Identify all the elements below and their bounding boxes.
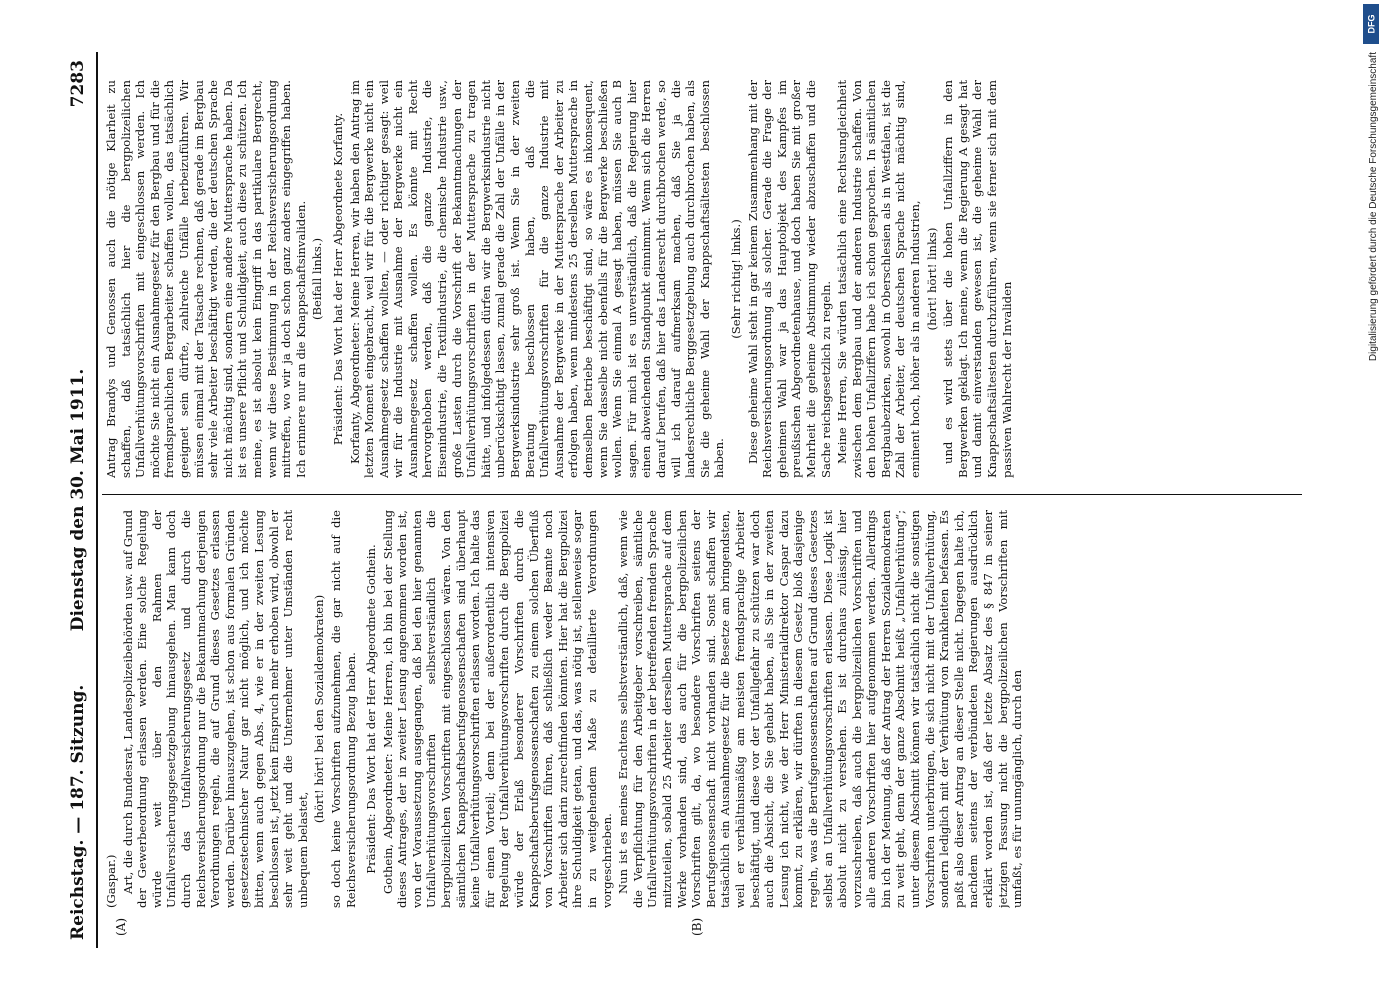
interjection: (Beifall links.): [309, 238, 324, 320]
paragraph: Gothein, Abgeordneter: Meine Herren, ich bin bei der Stellung dieses Antrages, der in zweiter Lesung angenommen worden ist, von der Voraussetzung ausgegangen, daß bei den hier genannten Unfallverhütungsvorschriften selbstverständlich die bergpolizeilichen Vorschriften mit eingeschlossen wären. Von den sämtlichen Knappschaftsberufsgenossenschaften sind überhaupt keine Unfallverhütungsvorschriften erlassen worden. Ich halte das für einen Vorteil; denn bei der außerordentlich intensiven Regelung der Unfallverhütungsvorschriften durch die Bergpolizei würde der Erlaß besonderer Vorschriften durch die Knappschaftsberufsgenossenschaften zu einem solchen Überfluß von Vorschriften führen, daß schließlich weder Beamte noch Arbeiter sich darin zurechtfinden könnten. Hier hat die Bergpolizei ihre Schuldigkeit getan, und das, was nötig ist, stellenweise sogar in zu weitgehendem Maße zu detaillierte Verordnungen vorgeschrieben.: [380, 510, 614, 908]
right-column: [104, 80, 1302, 478]
interjection: (hört! hört! links): [924, 227, 939, 331]
interjection: (Sehr richtig! links.): [728, 219, 743, 339]
paragraph: Nun ist es meines Erachtens selbstverständlich, daß, wenn wie die Verpflichtung für den Arbeitgeber vorschreiben, sämtliche Unfallverhütungsvorschriften in der betreffenden fremden Sprache mitzuteilen, sobald 25 Arbeiter derselben Muttersprache auf dem Werke vorhanden sind, das auch für die bergpolizeilichen Vorschriften gilt, da, wo besondere Vorschriften seitens der Berufsgenossenschaft nicht vorhanden sind. Sonst schaffen wir tatsächlich ein Ausnahmegesetz für die Besetze am bringendsten, weil er verhältnismäßig am meisten fremdsprachige Arbeiter beschäftigt, und diese vor der Unfallgefahr zu schützen war doch auch die Absicht, die Sie gehabt haben, als Sie in der zweiten Lesung ich nicht, wie der Herr Ministerialdirektor Caspar dazu kommt, zu erklären, wir dürften in diesem Gesetz bloß dasjenige regeln, was die Berufsgenossenschaften auf Grund dieses Gesetzes selbst an Unfallverhütungsvorschriften erlassen. Diese Logik ist absolut nicht zu verstehen. Es ist durchaus zulässig, hier vorzuschreiben, daß auch die bergpolizeilichen Vorschriften und alle anderen Vorschriften hier aufgenommen werden. Allerdings bin ich der Meinung, daß der Antrag der Herren Sozialdemokraten zu weit geht, denn der ganze Abschnitt heißt „Unfallverhütung“; unter diesem Abschnitt können wir tatsächlich nicht die sonstigen Vorschriften unterbringen, die sich nicht mit der Unfallverhütung, sondern lediglich mit der Verhütung von Krankheiten befassen. Es paßt also dieser Antrag an dieser Stelle nicht. Dagegen halte ich, nachdem seitens der verbündeten Regierungen ausdrücklich erklärt worden ist, daß der letzte Absatz des § 847 in seiner jetzigen Fassung nicht die bergpolizeilichen Vorschriften mit umfaßt, es für unumgänglich, durch den: [615, 510, 1024, 908]
paragraph: und es wird stets über die hohen Unfallziffern in den Bergwerken geklagt. Ich meine, wenn die Regierung A gesagt hat und damit einverstanden gewesen ist, die geheime Wahl der Knappschaftsältesten durchzuführen, wenn sie ferner sich mit dem passiven Wahlrecht der Invaliden: [940, 80, 1014, 478]
speaker-tag: (Gaspar.): [103, 854, 118, 908]
dfg-logo: DFG: [1363, 4, 1379, 44]
margin-letter-b: (B): [689, 917, 704, 936]
paragraph: so doch keine Vorschriften aufzunehmen, die gar nicht auf die Reichsversicherungsordnung Bezug haben.: [328, 510, 357, 908]
paragraph: Korfanty, Abgeordneter: Meine Herren, wir haben den Antrag im letzten Moment eingebracht, weil wir für die Bergwerke nicht ein Ausnahmegesetz schaffen wollten, — oder richtiger gesagt: weil wir für die Industrie mit Ausnahme der Bergwerke nicht ein Ausnahmegesetz schaffen wollen. Es könnte mit Recht hervorgehoben werden, daß die ganze Industrie, die Eisenindustrie, die Textilindustrie, die chemische Industrie usw., große Lasten durch die Vorschrift der Bekanntmachungen der Unfallverhütungsvorschriften in der Muttersprache zu tragen hätte, und infolgedessen dürfen wir die Bergwerksindustrie nicht unberücksichtigt lassen, zumal gerade die Zahl der Unfälle in der Bergwerksindustrie sehr groß ist. Wenn Sie in der zweiten Beratung beschlossen haben, daß die Unfallverhütungsvorschriften für die ganze Industrie mit Ausnahme der Bergwerke in der Muttersprache der Arbeiter zu erfolgen haben, wenn mindestens 25 derselben Muttersprache in demselben Betriebe beschäftigt sind, so wäre es inkonsequent, wenn Sie dasselbe nicht ebenfalls für die Bergwerke beschließen wollen. Wenn Sie einmal A gesagt haben, müssen Sie auch B sagen. Für mich ist es unverständlich, daß die Regierung hier einen abweichenden Standpunkt einnimmt. Wenn sich die Herren darauf berufen, daß hier das Landesrecht durchbrochen werde, so will ich darauf aufmerksam machen, daß Sie ja die landesrechtliche Berggesetzgebung auch durchbrochen haben, als Sie die geheime Wahl der Knappschaftsältesten beschlossen haben.: [347, 80, 726, 478]
president-statement: Präsident: Das Wort hat der Herr Abgeordnete Korfanty.: [330, 112, 345, 446]
paragraph: Antrag Brandys und Genossen auch die nötige Klarheit zu schaffen, daß tatsächlich hier die bergpolizeilichen Unfallverhütungsvorschriften mit eingeschlossen werden. Ich möchte Sie nicht ein Ausnahmegesetz für den Bergbau und für die fremdsprachlichen Bergarbeiter schaffen wollen, das tatsächlich geeignet sein dürfte, zahlreiche Unfälle herbeizuführen. Wir müssen einmal mit der Tatsache rechnen, daß gerade im Bergbau sehr viele Arbeiter beschäftigt werden, die der deutschen Sprache nicht mächtig sind, sondern eine andere Muttersprache haben. Da ist es unsere Pflicht und Schuldigkeit, auch diese zu schützen. Ich meine, es ist absolut kein Eingriff in das partikulare Bergrecht, wenn wir diese Bestimmung in der Reichsversicherungsordnung mittreffen, wo wir ja doch schon ganz anders eingegriffen haben. Ich erinnere nur an die Knappschaftsinvaliden.: [103, 80, 308, 478]
page-number: 7283: [67, 60, 88, 108]
digitization-note: Digitalisierung gefördert durch die Deutsche Forschungsgemeinschaft: [1368, 52, 1379, 362]
president-statement: Präsident: Das Wort hat der Herr Abgeordnete Gothein.: [363, 544, 378, 874]
header-date: Dienstag den 30. Mai 1911.: [67, 368, 88, 632]
left-column: [104, 510, 1302, 908]
rotated-page: [42, 30, 1342, 970]
page-header: [60, 52, 98, 948]
column-divider: [102, 494, 1302, 495]
paragraph: Meine Herren, Sie würden tatsächlich eine Rechtsungleichheit zwischen dem Bergbau und der anderen Industrie schaffen. Von den hohen Unfallziffern habe ich schon gesprochen. In sämtlichen Bergbaubezirken, sowohl in Oberschlesien als in Westfalen, ist die Zahl der Arbeiter, der deutschen Sprache nicht mächtig sind, eminent hoch, höher als in anderen Industrien,: [834, 80, 922, 478]
paragraph: Art, die durch Bundesrat, Landespolizeibehörden usw. auf Grund der Gewerbeordnung erlassen werden. Eine solche Regelung würde weit über den Rahmen der Unfallversicherungsgesetzgebung hinausgehen. Man kann doch durch das Unfallversicherungsgesetz und durch die Reichsversicherungsordnung nur die Bekanntmachung derjenigen Verordnungen regeln, die auf Grund dieses Gesetzes erlassen werden. Darüber hinauszugehen, ist schon aus formalen Gründen gesetzestechnischer Natur gar nicht möglich, und ich möchte bitten, wenn auch gegen Abs. 4, wie er in der zweiten Lesung beschlossen ist, jetzt kein Einspruch mehr erhoben wird, obwohl er sehr weit geht und die Unternehmer unter Umständen recht unbequem belastet,: [120, 510, 310, 908]
margin-letter-a: (A): [113, 917, 128, 936]
paragraph: Diese geheime Wahl steht in gar keinem Zusammenhang mit der Reichsversicherungsordnung als solcher. Gerade die Frage der geheimen Wahl war ja das Hauptobjekt des Kampfes im preußischen Abgeordnetenhause, und doch haben Sie mit großer Mehrheit die geheime Abstimmung wieder abzuschaffen und die Sache reichsgesetzlich zu regeln.: [745, 80, 832, 478]
header-left: Reichstag. — 187. Sitzung.: [67, 684, 88, 940]
interjection: (hört! hört! bei den Sozialdemokraten): [311, 594, 326, 824]
